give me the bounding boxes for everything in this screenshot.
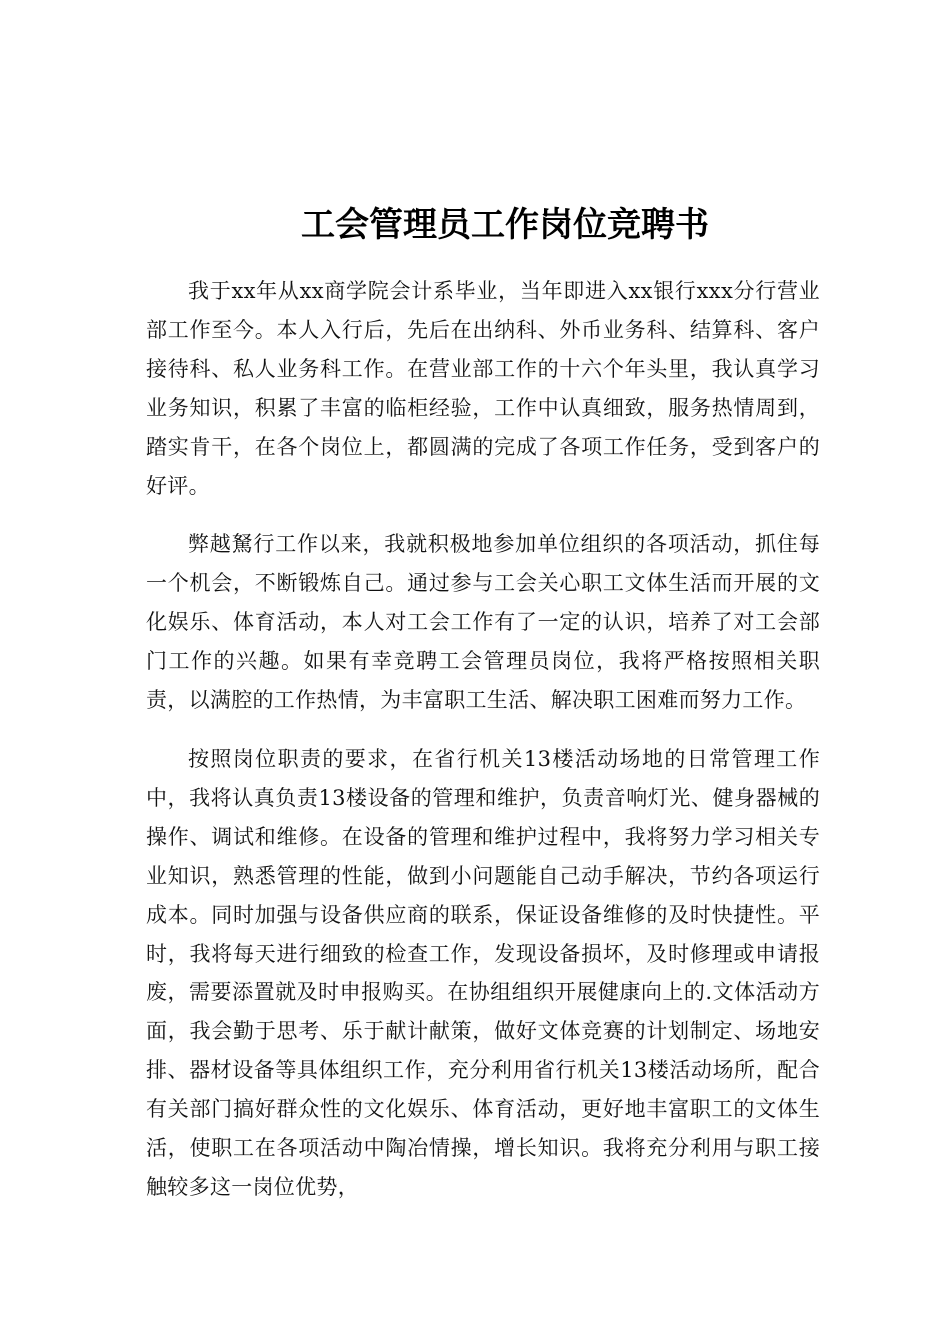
paragraph-2: 弊越駑行工作以来，我就积极地参加单位组织的各项活动，抓住每一个机会，不断锻炼自己。通过参与工会关心职工文体生活而开展的文化娱乐、体育活动，本人对工会工作有了一定的认识，培养了对工会部门工作的兴趣。如果有幸竞聘工会管理员岗位，我将严格按照相关职责，以满腔的工作热情，为丰富职工生活、解决职工困难而努力工作。 (146, 532, 820, 713)
document-title: 工会管理员工作岗位竞聘书 (301, 205, 709, 245)
paragraph-1: 我于xx年从xx商学院会计系毕业，当年即进入xx银行xxx分行营业部工作至今。本人入行后，先后在出纳科、外币业务科、结算科、客户接待科、私人业务科工作。在营业部工作的十六个年头里，我认真学习业务知识，积累了丰富的临柜经验，工作中认真细致，服务热情周到，踏实肯干，在各个岗位上，都圆满的完成了各项工作任务，受到客户的好评。 (146, 279, 820, 498)
document-body (146, 272, 820, 1227)
paragraph-3: 按照岗位职责的要求，在省行机关13楼活动场地的日常管理工作中，我将认真负责13楼设备的管理和维护，负责音响灯光、健身器械的操作、调试和维修。在设备的管理和维护过程中，我将努力学习相关专业知识，熟悉管理的性能，做到小问题能自己动手解决，节约各项运行成本。同时加强与设备供应商的联系，保证设备维修的及时快捷性。平时，我将每天进行细致的检查工作，发现设备损坏，及时修理或申请报废，需要添置就及时申报购买。在协组组织开展健康向上的.文体活动方面，我会勤于思考、乐于献计献策，做好文体竞赛的计划制定、场地安排、器材设备等具体组织工作，充分利用省行机关13楼活动场所，配合有关部门搞好群众性的文化娱乐、体育活动，更好地丰富职工的文体生活，使职工在各项活动中陶冶情操，增长知识。我将充分利用与职工接触较多这一岗位优势， (146, 746, 820, 1199)
